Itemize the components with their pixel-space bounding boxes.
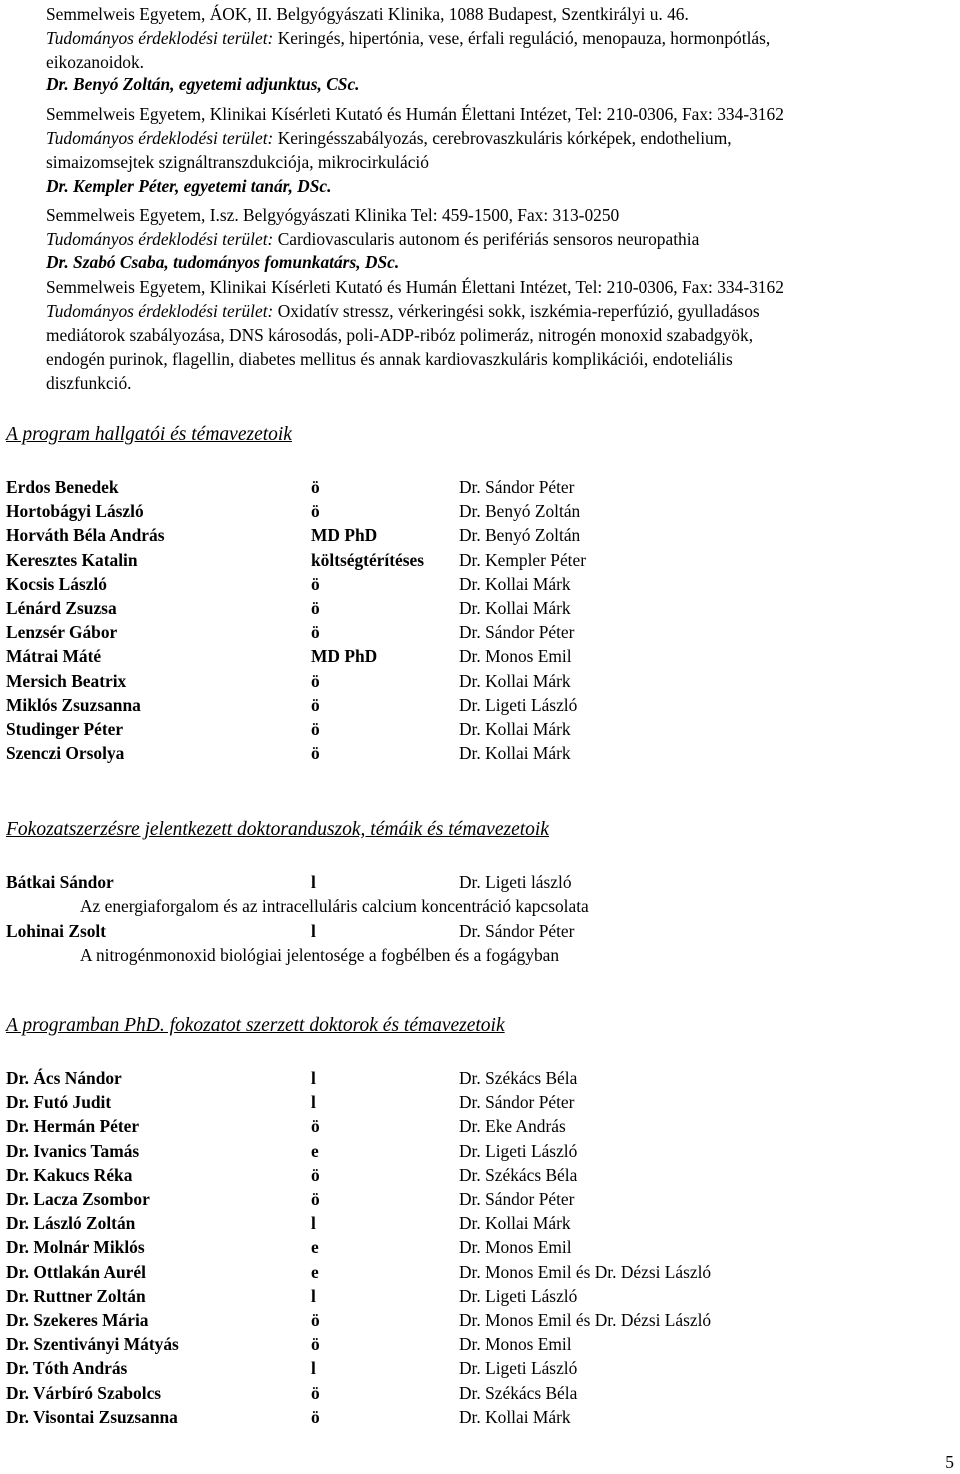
person-row <box>6 1235 946 1259</box>
faculty-name: Dr. Szabó Csaba, tudományos fomunkatárs, DSc. <box>46 252 400 272</box>
person-name: Dr. Várbíró Szabolcs <box>6 1382 162 1403</box>
faculty-address: Semmelweis Egyetem, Klinikai Kísérleti Kutató és Humán Élettani Intézet, Tel: 210-0306, Fax: 334-3162 <box>46 277 784 297</box>
dissertation-topic: Az energiaforgalom és az intracelluláris calcium koncentráció kapcsolata <box>80 896 589 916</box>
status-code: ö <box>311 1334 320 1355</box>
person-name: Dr. László Zoltán <box>6 1213 136 1234</box>
research-field-text: Keringés, hipertónia, vese, érfali reguláció, menopauza, hormonpótlás, <box>277 28 771 48</box>
faculty-address: Semmelweis Egyetem, I.sz. Belgyógyászati Klinika Tel: 459-1500, Fax: 313-0250 <box>46 205 620 225</box>
status-code: költségtérítéses <box>311 549 424 570</box>
person-row <box>6 1090 946 1114</box>
students-heading: A program hallgatói és témavezetoik <box>6 424 292 445</box>
status-code: ö <box>311 477 320 497</box>
research-field-text: Oxidatív stressz, vérkeringési sokk, iszkémia-reperfúzió, gyulladásos <box>277 301 760 321</box>
research-field-label: Tudományos érdeklodési terület: <box>46 229 278 249</box>
person-name: Bátkai Sándor <box>6 872 114 892</box>
supervisor-name: Dr. Sándor Péter <box>459 622 575 643</box>
supervisor-name: Dr. Monos Emil <box>459 1237 572 1258</box>
supervisor-name: Dr. Benyó Zoltán <box>459 501 581 522</box>
person-row <box>6 1114 946 1138</box>
person-row <box>6 620 946 644</box>
status-code: l <box>311 1285 316 1306</box>
faculty-research-field <box>46 299 948 323</box>
person-name: Dr. Kakucs Réka <box>6 1164 133 1185</box>
supervisor-name: Dr. Székács Béla <box>459 1382 578 1403</box>
person-row <box>6 572 946 596</box>
status-code: ö <box>311 1189 320 1209</box>
faculty-research-field <box>46 26 948 50</box>
person-name: Miklós Zsuzsanna <box>6 694 141 715</box>
supervisor-name: Dr. Kollai Márk <box>459 670 571 691</box>
faculty-research-field <box>46 227 948 251</box>
research-field-label: Tudományos érdeklodési terület: <box>46 28 278 48</box>
person-row <box>6 1211 946 1235</box>
status-code: ö <box>311 598 320 618</box>
supervisor-name: Dr. Ligeti lászló <box>459 872 572 892</box>
status-code: e <box>311 1261 319 1282</box>
research-field-label: Tudományos érdeklodési terület: <box>46 128 278 148</box>
research-field-text: Keringésszabályozás, cerebrovaszkuláris kórképek, endothelium, <box>277 128 732 148</box>
person-name: Hortobágyi László <box>6 501 144 522</box>
status-code: MD PhD <box>311 646 378 667</box>
status-code: ö <box>311 670 320 691</box>
person-name: Studinger Péter <box>6 719 124 739</box>
supervisor-name: Dr. Eke András <box>459 1116 566 1137</box>
person-name: Mátrai Máté <box>6 646 102 667</box>
person-name: Dr. Tóth András <box>6 1358 128 1379</box>
supervisor-name: Dr. Kollai Márk <box>459 573 571 594</box>
faculty-name: Dr. Kempler Péter, egyetemi tanár, DSc. <box>46 176 332 196</box>
supervisor-name: Dr. Ligeti László <box>459 1285 578 1306</box>
status-code: MD PhD <box>311 525 378 546</box>
supervisor-name: Dr. Monos Emil <box>459 1334 572 1355</box>
person-name: Dr. Szekeres Mária <box>6 1310 149 1330</box>
status-code: e <box>311 1140 319 1161</box>
supervisor-name: Dr. Székács Béla <box>459 1164 578 1185</box>
person-row <box>6 1284 946 1308</box>
supervisor-name: Dr. Ligeti László <box>459 694 578 715</box>
person-row <box>6 1066 946 1090</box>
faculty-research-field-cont: simaizomsejtek szignáltranszdukciója, mikrocirkuláció <box>46 152 429 172</box>
faculty-research-field-cont: eikozanoidok. <box>46 52 145 72</box>
person-name: Dr. Lacza Zsombor <box>6 1189 150 1209</box>
person-row <box>6 499 946 523</box>
person-row <box>6 1139 946 1163</box>
person-row <box>6 870 946 894</box>
status-code: l <box>311 920 316 941</box>
person-row <box>6 1381 946 1405</box>
supervisor-name: Dr. Monos Emil <box>459 646 572 667</box>
status-code: ö <box>311 1164 320 1185</box>
research-field-label: Tudományos érdeklodési terület: <box>46 301 278 321</box>
supervisor-name: Dr. Monos Emil és Dr. Dézsi László <box>459 1310 712 1330</box>
supervisor-name: Dr. Kollai Márk <box>459 719 571 739</box>
status-code: l <box>311 1213 316 1234</box>
faculty-research-field-cont: mediátorok szabályozása, DNS károsodás, poli-ADP-ribóz polimeráz, nitrogén monoxid szabadgyök, <box>46 325 754 345</box>
supervisor-name: Dr. Ligeti László <box>459 1358 578 1379</box>
person-name: Horváth Béla András <box>6 525 165 546</box>
faculty-address: Semmelweis Egyetem, ÁOK, II. Belgyógyászati Klinika, 1088 Budapest, Szentkirályi u. 46. <box>46 4 689 24</box>
faculty-address: Semmelweis Egyetem, Klinikai Kísérleti Kutató és Humán Élettani Intézet, Tel: 210-0306, Fax: 334-3162 <box>46 104 784 124</box>
supervisor-name: Dr. Sándor Péter <box>459 1092 575 1113</box>
person-name: Dr. Ottlakán Aurél <box>6 1261 146 1282</box>
status-code: ö <box>311 501 320 522</box>
status-code: ö <box>311 1406 320 1427</box>
research-field-text: Cardiovascularis autonom és perifériás sensoros neuropathia <box>277 229 700 249</box>
status-code: ö <box>311 1310 320 1330</box>
status-code: ö <box>311 719 320 739</box>
status-code: l <box>311 1092 316 1113</box>
page-number: 5 <box>945 1452 954 1472</box>
person-row <box>6 1260 946 1284</box>
supervisor-name: Dr. Benyó Zoltán <box>459 525 581 546</box>
supervisor-name: Dr. Kollai Márk <box>459 1213 571 1234</box>
applicants-heading: Fokozatszerzésre jelentkezett doktoranduszok, témáik és témavezetoik <box>6 819 549 840</box>
status-code: ö <box>311 1382 320 1403</box>
person-row <box>6 596 946 620</box>
faculty-research-field-cont: endogén purinok, flagellin, diabetes mellitus és annak kardiovaszkuláris komplikációi, endoteliális <box>46 349 733 369</box>
person-name: Erdos Benedek <box>6 477 119 497</box>
faculty-name: Dr. Benyó Zoltán, egyetemi adjunktus, CSc. <box>46 74 360 94</box>
dissertation-topic: A nitrogénmonoxid biológiai jelentosége a fogbélben és a fogágyban <box>80 944 560 965</box>
status-code: ö <box>311 743 320 764</box>
person-name: Dr. Molnár Miklós <box>6 1237 145 1258</box>
person-name: Dr. Ruttner Zoltán <box>6 1285 146 1306</box>
supervisor-name: Dr. Kollai Márk <box>459 598 571 618</box>
person-name: Mersich Beatrix <box>6 670 127 691</box>
person-row <box>6 717 946 741</box>
person-row <box>6 693 946 717</box>
person-row <box>6 669 946 693</box>
supervisor-name: Dr. Kempler Péter <box>459 549 587 570</box>
status-code: ö <box>311 573 320 594</box>
faculty-research-field <box>46 126 948 150</box>
person-name: Kocsis László <box>6 573 107 594</box>
person-name: Dr. Hermán Péter <box>6 1116 140 1137</box>
supervisor-name: Dr. Monos Emil és Dr. Dézsi László <box>459 1261 712 1282</box>
person-row <box>6 523 946 547</box>
person-name: Dr. Visontai Zsuzsanna <box>6 1406 178 1427</box>
supervisor-name: Dr. Sándor Péter <box>459 920 575 941</box>
supervisor-name: Dr. Sándor Péter <box>459 477 575 497</box>
status-code: ö <box>311 1116 320 1137</box>
person-row <box>6 919 946 943</box>
status-code: ö <box>311 622 320 643</box>
supervisor-name: Dr. Ligeti László <box>459 1140 578 1161</box>
status-code: l <box>311 872 316 892</box>
person-row <box>6 1163 946 1187</box>
person-name: Keresztes Katalin <box>6 549 138 570</box>
person-name: Dr. Ács Nándor <box>6 1068 122 1088</box>
person-name: Lenzsér Gábor <box>6 622 118 643</box>
person-row <box>6 1356 946 1380</box>
graduates-heading: A programban PhD. fokozatot szerzett doktorok és témavezetoik <box>6 1015 505 1036</box>
person-row <box>6 1308 946 1332</box>
person-name: Lohinai Zsolt <box>6 920 107 941</box>
person-name: Lénárd Zsuzsa <box>6 598 117 618</box>
faculty-research-field-cont: diszfunkció. <box>46 373 132 393</box>
person-row <box>6 1405 946 1429</box>
person-row <box>6 475 946 499</box>
person-name: Dr. Ivanics Tamás <box>6 1140 140 1161</box>
person-name: Szenczi Orsolya <box>6 743 125 764</box>
person-row <box>6 1332 946 1356</box>
supervisor-name: Dr. Kollai Márk <box>459 1406 571 1427</box>
person-name: Dr. Futó Judit <box>6 1092 112 1113</box>
person-name: Dr. Szentiványi Mátyás <box>6 1334 179 1355</box>
status-code: e <box>311 1237 319 1258</box>
supervisor-name: Dr. Székács Béla <box>459 1068 578 1088</box>
status-code: l <box>311 1068 316 1088</box>
status-code: l <box>311 1358 316 1379</box>
person-row <box>6 548 946 572</box>
status-code: ö <box>311 694 320 715</box>
person-row <box>6 741 946 765</box>
supervisor-name: Dr. Kollai Márk <box>459 743 571 764</box>
person-row <box>6 1187 946 1211</box>
person-row <box>6 644 946 668</box>
supervisor-name: Dr. Sándor Péter <box>459 1189 575 1209</box>
